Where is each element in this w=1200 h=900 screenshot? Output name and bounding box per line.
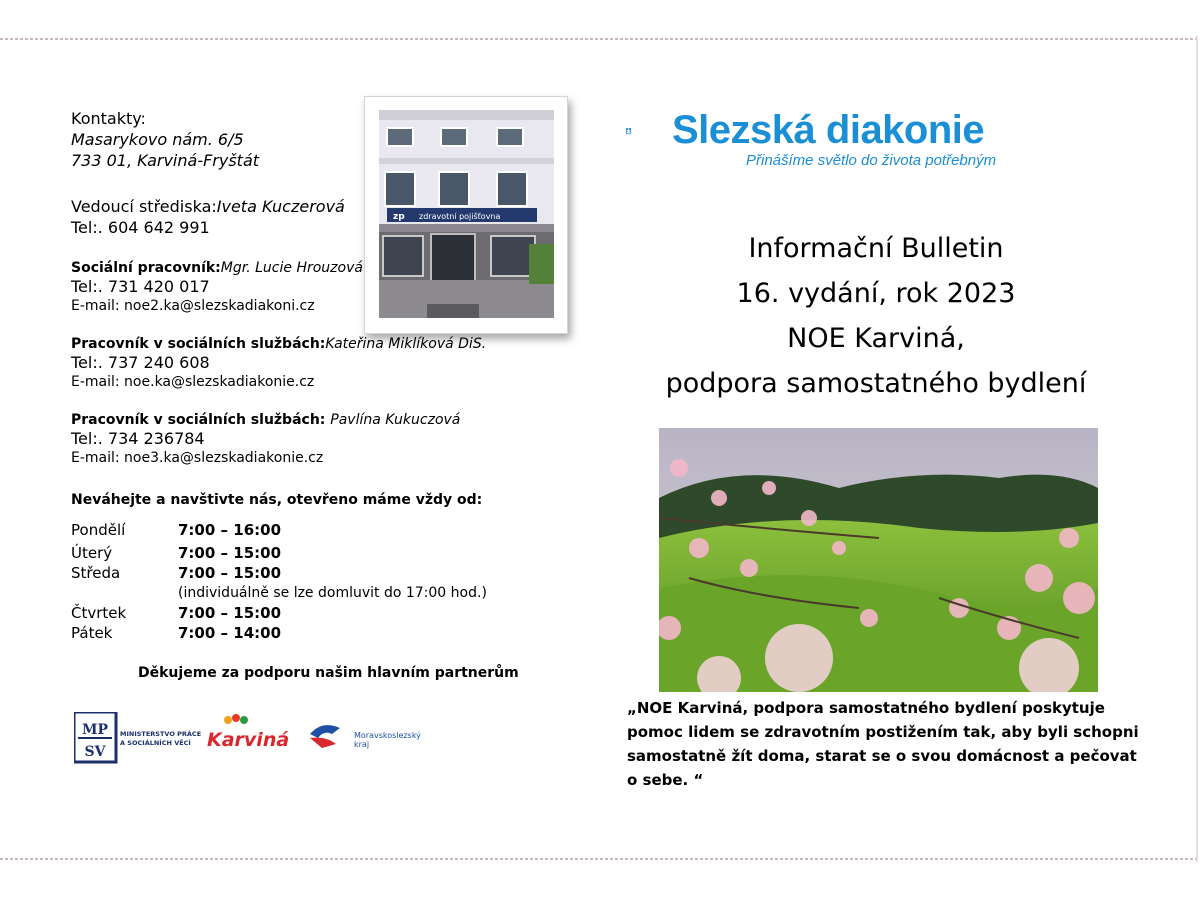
sign-text: zdravotní pojišťovna [419,212,501,221]
partners-heading: Děkujeme za podporu našim hlavním partnerům [138,665,519,681]
hours-row-monday [71,520,487,540]
hours-row-wednesday [71,563,487,583]
head-of-centre [71,196,345,217]
contacts-heading: Kontakty: [71,109,146,128]
bulletin-line1: Informační Bulletin [748,233,1004,264]
worker1-email[interactable]: E-mail: noe.ka@slezskadiakonie.cz [71,374,315,390]
day-label: Pátek [71,624,113,642]
mpsv-text2: A SOCIÁLNÍCH VĚCÍ [120,739,191,747]
msk-text2: kraj [354,740,370,749]
brand-tagline: Přinášíme světlo do života potřebným [746,152,997,169]
social-tel: Tel:. 731 420 017 [71,277,210,296]
sign-logo: zp [393,212,405,222]
page-border-bottom [0,856,1200,862]
hours-note: (individuálně se lze domluvit do 17:00 hod.) [178,585,487,601]
page-border-top [0,36,1200,42]
msk-text1: Moravskoslezský [354,731,421,740]
svg-text:MP: MP [81,722,109,738]
mpsv-text1: MINISTERSTVO PRÁCE [120,730,202,738]
worker2-label: Pracovník v sociálních službách: [71,412,331,428]
worker1-name: Kateřina Miklíková DiS. [325,336,487,352]
day-label: Čtvrtek [71,604,127,622]
day-label: Středa [71,564,121,582]
address-line2: 733 01, Karviná-Fryštát [71,151,260,170]
social-email[interactable]: E-mail: noe2.ka@slezskadiakoni.cz [71,298,315,314]
worker2 [71,410,460,430]
page-border-right [1196,36,1198,862]
bulletin-line3: NOE Karviná, [787,323,965,354]
building-photo [364,96,568,334]
msk-logo [310,725,421,749]
svg-text:SV: SV [84,744,106,760]
address-line1: Masarykovo nám. 6/5 [71,130,244,149]
quote-text: „NOE Karviná, podpora samostatného bydlení poskytuje pomoc lidem se zdravotním postižením tak, aby byli schopni samostatně žít doma, starat se o svou domácnost a pečovat o sebe. “ [627,699,1139,789]
worker1-label: Pracovník v sociálních službách: [71,336,326,352]
hours-row-tuesday [71,543,487,563]
brand-name: Slezská diakonie [672,108,985,152]
time-label: 7:00 – 16:00 [178,521,282,539]
worker1 [71,334,486,354]
bulletin-line4: podpora samostatného bydlení [665,368,1087,399]
social-worker [71,258,363,278]
time-label: 7:00 – 15:00 [178,564,282,582]
head-label: Vedoucí střediska: [71,197,217,216]
head-tel: Tel:. 604 642 991 [71,218,210,237]
time-label: 7:00 – 14:00 [178,624,282,642]
worker2-name: Pavlína Kukuczová [330,412,461,428]
brand-logo [626,106,670,158]
partner-logos [74,712,454,764]
bulletin-line2: 16. vydání, rok 2023 [736,278,1016,309]
opening-hours [71,520,487,643]
mpsv-logo [74,712,116,762]
social-label: Sociální pracovník: [71,260,221,276]
worker2-email[interactable]: E-mail: noe3.ka@slezskadiakonie.cz [71,450,324,466]
opening-heading: Neváhejte a navštivte nás, otevřeno máme vždy od: [71,492,483,508]
hours-row-thursday [71,603,487,623]
time-label: 7:00 – 15:00 [178,544,282,562]
bulletin-title [600,226,1152,406]
worker2-tel: Tel:. 734 236784 [71,429,205,448]
worker1-tel: Tel:. 737 240 608 [71,353,210,372]
time-label: 7:00 – 15:00 [178,604,282,622]
spring-landscape-photo [659,428,1098,692]
day-label: Úterý [71,544,113,562]
social-name: Mgr. Lucie Hrouzová [220,260,363,276]
hours-row-friday [71,623,487,643]
day-label: Pondělí [71,521,126,539]
head-name: Iveta Kuczerová [216,197,345,216]
karvina-logo [207,714,289,751]
karvina-text: Karviná [207,729,290,751]
